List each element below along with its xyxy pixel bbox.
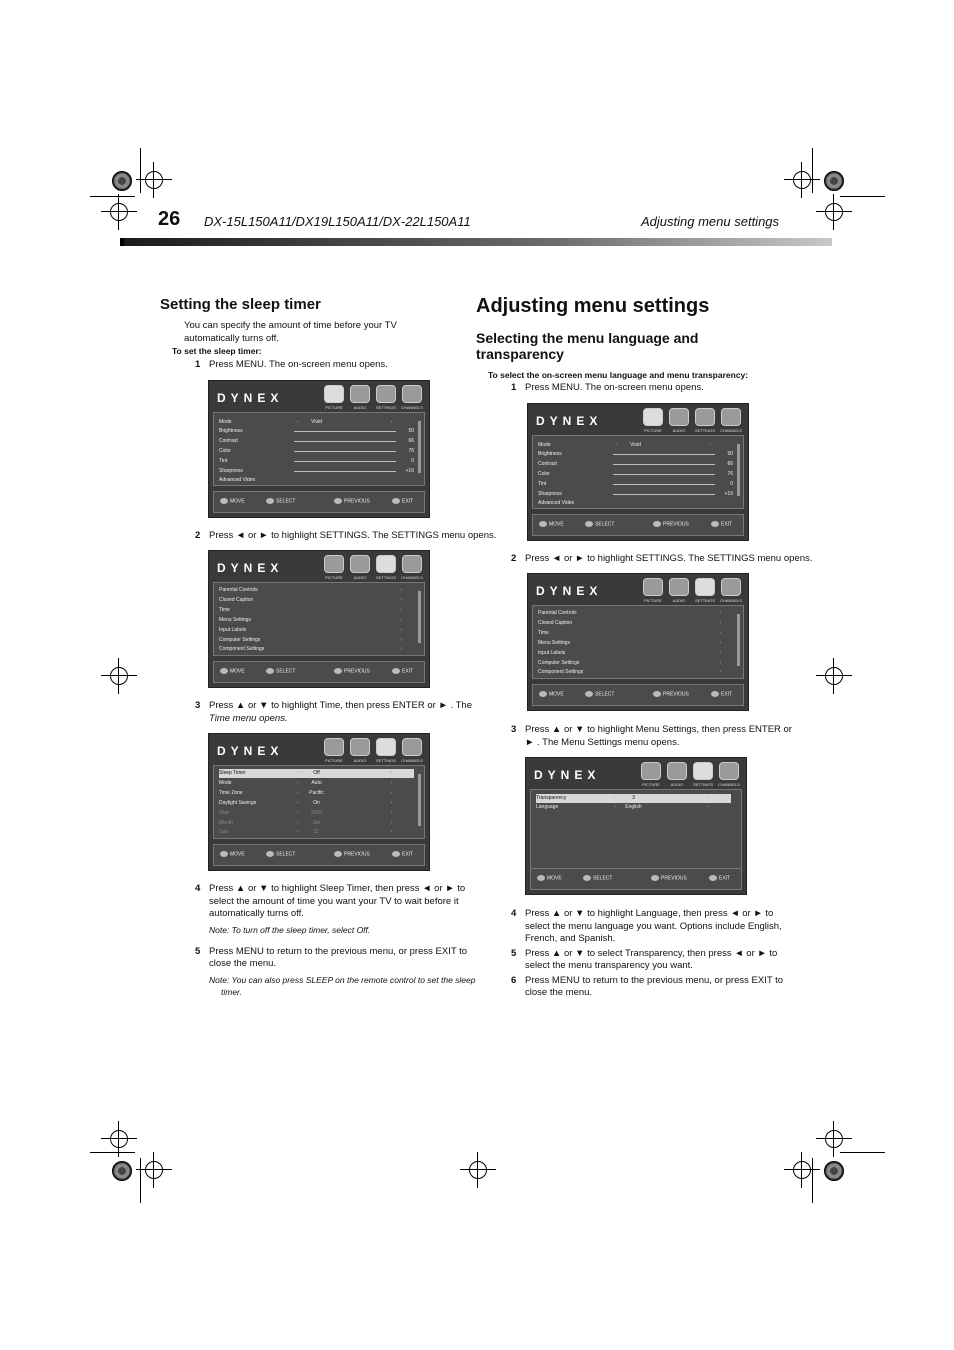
lead-text: To set the sleep timer:: [172, 346, 262, 356]
crop-mark: [110, 1130, 128, 1148]
heading-adjusting-menu: Adjusting menu settings: [476, 295, 710, 317]
step-number: 4: [511, 908, 517, 919]
dynex-logo: DYNEX: [217, 561, 284, 575]
picture-tab-icon: PICTURE: [323, 385, 345, 411]
channels-tab-icon: CHANNELS: [401, 555, 423, 581]
picture-tab-icon: PICTURE: [323, 738, 345, 764]
settings-tab-icon: SETTINGS: [375, 738, 397, 764]
heading-sleep-timer: Setting the sleep timer: [160, 296, 321, 313]
step-text: Press MENU. The on-screen menu opens.: [525, 382, 704, 393]
picture-tab-icon: PICTURE: [640, 762, 662, 788]
step-text: French, and Spanish.: [525, 933, 616, 944]
dynex-logo: DYNEX: [534, 768, 601, 782]
crop-line: [90, 1152, 135, 1153]
crop-mark: [110, 203, 128, 221]
crop-mark: [469, 1161, 487, 1179]
crop-mark: [145, 1161, 163, 1179]
tv-screen-picture: [527, 403, 749, 541]
step-text: Press ▲ or ▼ to highlight Menu Settings, then press ENTER or: [525, 724, 792, 735]
step-text: select the menu transparency you want.: [525, 960, 693, 971]
audio-tab-icon: AUDIO: [668, 578, 690, 604]
dynex-logo: DYNEX: [536, 414, 603, 428]
note-text: timer.: [221, 987, 242, 997]
step-text: ► . The Menu Settings menu opens.: [525, 737, 680, 748]
menu-pane: Parental Controls › Closed Caption › Time › Menu Settings › Input Labels › Computer Settings › Component Settings ›: [532, 605, 744, 679]
step-text: automatically turns off.: [209, 908, 304, 919]
note-text: Note: You can also press SLEEP on the remote control to set the sleep: [209, 975, 476, 985]
picture-tab-icon: PICTURE: [642, 578, 664, 604]
audio-tab-icon: AUDIO: [349, 555, 371, 581]
registration-dot: [112, 1161, 132, 1181]
audio-tab-icon: AUDIO: [349, 385, 371, 411]
step-number: 2: [195, 530, 201, 541]
dynex-logo: DYNEX: [217, 744, 284, 758]
menu-pane: Mode ‹ Vivid › Brightness 50 Contrast 66 Color 76 Tint 0 Sharpness +16 Advanced Video: [532, 435, 744, 509]
tv-screen-menu-settings: [525, 757, 747, 895]
step-number: 6: [511, 975, 517, 986]
step-text: Press ◄ or ► to highlight SETTINGS. The SETTINGS menu opens.: [209, 530, 497, 541]
step-number: 5: [511, 948, 517, 959]
crop-mark: [110, 667, 128, 685]
channels-tab-icon: CHANNELS: [718, 762, 740, 788]
step-text: Press ▲ or ▼ to highlight Sleep Timer, then press ◄ or ► to: [209, 883, 466, 894]
dynex-logo: DYNEX: [217, 391, 284, 405]
step-text: Press MENU to return to the previous menu, or press EXIT to: [525, 975, 784, 986]
picture-tab-icon: PICTURE: [323, 555, 345, 581]
picture-tab-icon: PICTURE: [642, 408, 664, 434]
settings-tab-icon: SETTINGS: [694, 408, 716, 434]
crop-line: [140, 148, 141, 193]
channels-tab-icon: CHANNELS: [720, 578, 742, 604]
step-text: Time menu opens.: [209, 713, 288, 724]
step-text: select the menu language you want. Options include English,: [525, 921, 782, 932]
menu-footer: MOVE SELECT PREVIOUS EXIT: [532, 514, 744, 536]
menu-pane: Parental Controls › Closed Caption › Time › Menu Settings › Input Labels › Computer Settings › Component Settings ›: [213, 582, 425, 656]
heading-language-transparency: Selecting the menu language and transparency: [476, 330, 699, 362]
dynex-logo: DYNEX: [536, 584, 603, 598]
step-text: Press ▲ or ▼ to highlight Time, then press ENTER or ► . The: [209, 700, 472, 711]
step-text: close the menu.: [525, 987, 593, 998]
crop-line: [140, 1158, 141, 1203]
tv-screen-picture: [208, 380, 430, 518]
settings-tab-icon: SETTINGS: [694, 578, 716, 604]
crop-line: [840, 1152, 885, 1153]
note-text: Note: To turn off the sleep timer, select Off.: [209, 925, 371, 935]
channels-tab-icon: CHANNELS: [720, 408, 742, 434]
audio-tab-icon: AUDIO: [666, 762, 688, 788]
registration-dot: [824, 171, 844, 191]
settings-tab-icon: SETTINGS: [375, 555, 397, 581]
crop-mark: [793, 1161, 811, 1179]
menu-footer: MOVE SELECT PREVIOUS EXIT: [213, 661, 425, 683]
step-text: Press ▲ or ▼ to highlight Language, then press ◄ or ► to: [525, 908, 774, 919]
crop-line: [840, 196, 885, 197]
crop-mark: [793, 171, 811, 189]
step-text: select the amount of time you want your TV to wait before it: [209, 896, 459, 907]
audio-tab-icon: AUDIO: [349, 738, 371, 764]
page-number: 26: [158, 208, 181, 230]
step-text: Press ◄ or ► to highlight SETTINGS. The SETTINGS menu opens.: [525, 553, 813, 564]
crop-mark: [145, 171, 163, 189]
step-number: 3: [195, 700, 201, 711]
step-text: Press MENU to return to the previous menu, or press EXIT to: [209, 946, 468, 957]
crop-mark: [825, 1130, 843, 1148]
menu-pane: Transparency ‹ 3 › Language ‹ English ›: [530, 789, 742, 869]
menu-footer: MOVE SELECT PREVIOUS EXIT: [213, 844, 425, 866]
step-text: Press ▲ or ▼ to select Transparency, then press ◄ or ► to: [525, 948, 778, 959]
settings-tab-icon: SETTINGS: [692, 762, 714, 788]
crop-mark: [825, 667, 843, 685]
menu-footer: MOVE SELECT PREVIOUS EXIT: [532, 684, 744, 706]
step-text: close the menu.: [209, 958, 277, 969]
menu-footer: MOVE SELECT PREVIOUS EXIT: [213, 491, 425, 513]
settings-tab-icon: SETTINGS: [375, 385, 397, 411]
menu-pane: Sleep Timer ‹ Off › Mode ‹ Auto › Time Zone ‹ Pacific › Daylight Savings ‹ On › Year ‹ 2010 › Month ‹ Jan › Day ‹ 11 ›: [213, 765, 425, 839]
intro-text: You can specify the amount of time before your TV automatically turns off.: [184, 320, 397, 344]
step-number: 2: [511, 553, 517, 564]
header-rule-left: [120, 238, 124, 246]
model-numbers: DX-15L150A11/DX19L150A11/DX-22L150A11: [204, 214, 471, 229]
tv-screen-settings: [527, 573, 749, 711]
tv-screen-time: [208, 733, 430, 871]
channels-tab-icon: CHANNELS: [401, 738, 423, 764]
step-text: Press MENU. The on-screen menu opens.: [209, 359, 388, 370]
step-number: 1: [195, 359, 201, 370]
menu-footer: MOVE SELECT PREVIOUS EXIT: [530, 868, 742, 890]
tv-screen-settings: [208, 550, 430, 688]
section-title: Adjusting menu settings: [641, 214, 780, 229]
channels-tab-icon: CHANNELS: [401, 385, 423, 411]
step-number: 5: [195, 946, 201, 957]
crop-mark: [825, 203, 843, 221]
audio-tab-icon: AUDIO: [668, 408, 690, 434]
step-number: 4: [195, 883, 201, 894]
menu-pane: Mode ‹ Vivid › Brightness 50 Contrast 66 Color 76 Tint 0 Sharpness +16 Advanced Video: [213, 412, 425, 486]
header-rule: [120, 238, 832, 246]
registration-dot: [824, 1161, 844, 1181]
lead-text: To select the on-screen menu language and menu transparency:: [488, 370, 749, 380]
step-number: 3: [511, 724, 517, 735]
crop-line: [90, 196, 135, 197]
crop-line: [812, 1158, 813, 1203]
step-number: 1: [511, 382, 517, 393]
crop-line: [812, 148, 813, 193]
registration-dot: [112, 171, 132, 191]
